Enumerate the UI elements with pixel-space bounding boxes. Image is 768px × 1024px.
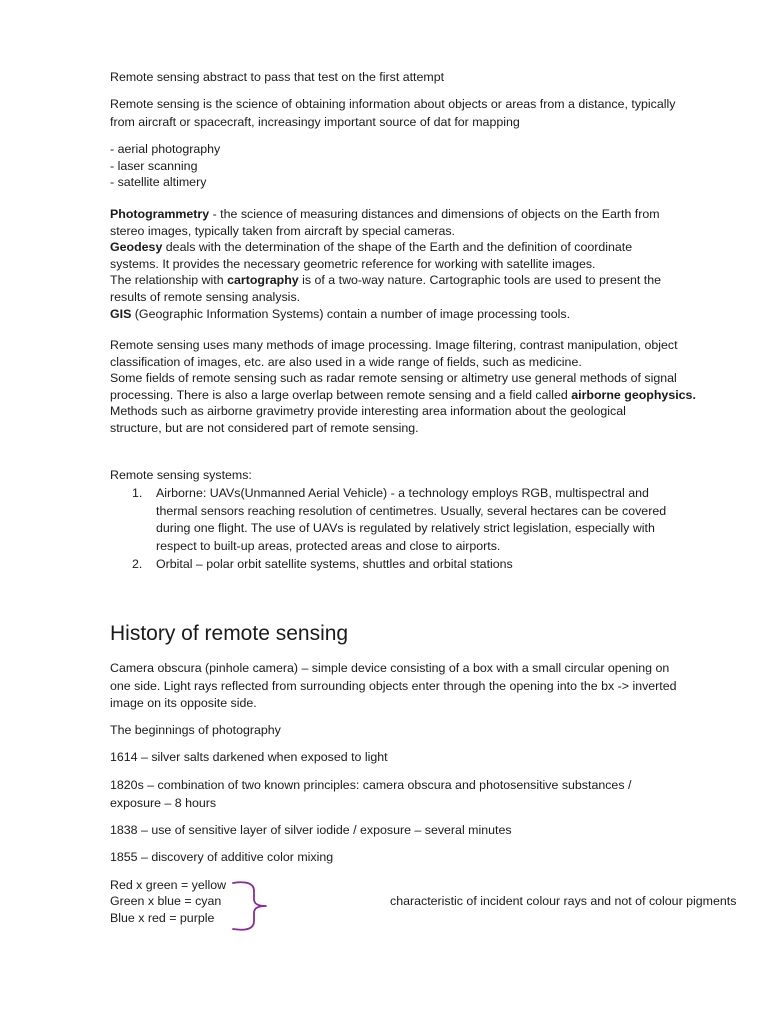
mixing-item: Blue x red = purple bbox=[110, 910, 215, 925]
beginnings-line: The beginnings of photography bbox=[110, 723, 281, 737]
intro-paragraph: Remote sensing is the science of obtaining information about objects or areas from a distance, typically from aircraft or spacecraft, increasingy important source of dat for mapping bbox=[110, 97, 676, 129]
list-item: 1. Airborne: UAVs(Unmanned Aerial Vehicle) - a technology employs RGB, multispectral and thermal sensors reaching resolution of centimetres. Usually, several hectares can be covered during one flight. The use of UAVs is regulated by relatively strict legislation, especially with respect to built-up areas, protected areas and close to airports. bbox=[132, 486, 667, 553]
title-line: Remote sensing abstract to pass that test on the first attempt bbox=[110, 70, 445, 84]
mixing-item: Green x blue = cyan bbox=[110, 894, 222, 909]
list-item: 2. Orbital – polar orbit satellite systems, shuttles and orbital stations bbox=[132, 557, 513, 571]
gis-line: GIS (Geographic Information Systems) contain a number of image processing tools. bbox=[110, 306, 571, 321]
timeline-1838: 1838 – use of sensitive layer of silver iodide / exposure – several minutes bbox=[110, 823, 512, 837]
photogrammetry-line: Photogrammetry - the science of measuring distances and dimensions of objects on the Earth from bbox=[110, 207, 660, 221]
method-item: - satellite altimery bbox=[110, 175, 207, 190]
geodesy-line: Geodesy deals with the determination of the shape of the Earth and the definition of coordinate bbox=[110, 240, 633, 255]
cartography-line: The relationship with cartography is of a two-way nature. Cartographic tools are used to present the bbox=[110, 273, 661, 288]
method-item: - laser scanning bbox=[110, 158, 198, 173]
method-item: - aerial photography bbox=[110, 142, 221, 156]
mixing-item: Red x green = yellow bbox=[110, 878, 227, 892]
definitions-paragraph: Photogrammetry - the science of measuring distances and dimensions of objects on the Earth from stereo images, typically taken from aircraft by special cameras. Geodesy deals with the determination of the shape of the Earth and the definition of coordinate systems. It provides the necessary geometric reference for working with satellite images. The relationship with cartography is of a two-way nature. Cartographic tools are used to present the results of remote sensing analysis. GIS (Geographic Information Systems) contain a number of image processing tools. bbox=[110, 206, 720, 322]
methods-list bbox=[110, 141, 720, 191]
curly-brace-icon bbox=[232, 880, 272, 932]
systems-list bbox=[110, 485, 720, 574]
timeline-1855: 1855 – discovery of additive color mixing bbox=[110, 850, 334, 864]
processing-paragraph: Remote sensing uses many methods of image processing. Image filtering, contrast manipulation, object classification of images, etc. are also used in a wide range of fields, such as medicine. Some fields of remote sensing such as radar remote sensing or altimetry use general methods of signal processing. There is also a large overlap between remote sensing and a field called airborne geophysics. Methods such as airborne gravimetry provide interesting area information about the geological structure, but are not considered part of remote sensing. bbox=[110, 338, 696, 435]
mixing-note: characteristic of incident colour rays and not of colour pigments bbox=[390, 894, 737, 908]
camera-obscura-paragraph: Camera obscura (pinhole camera) – simple device consisting of a box with a small circular opening on one side. Light rays reflected from surrounding objects enter through the opening into the bx -> inverted image on its opposite side. bbox=[110, 661, 677, 710]
systems-label: Remote sensing systems: bbox=[110, 468, 252, 482]
timeline-1820s: 1820s – combination of two known principles: camera obscura and photosensitive substances / exposure – 8 hours bbox=[110, 778, 632, 810]
timeline-1614: 1614 – silver salts darkened when exposed to light bbox=[110, 750, 388, 764]
section-heading: History of remote sensing bbox=[110, 622, 349, 645]
